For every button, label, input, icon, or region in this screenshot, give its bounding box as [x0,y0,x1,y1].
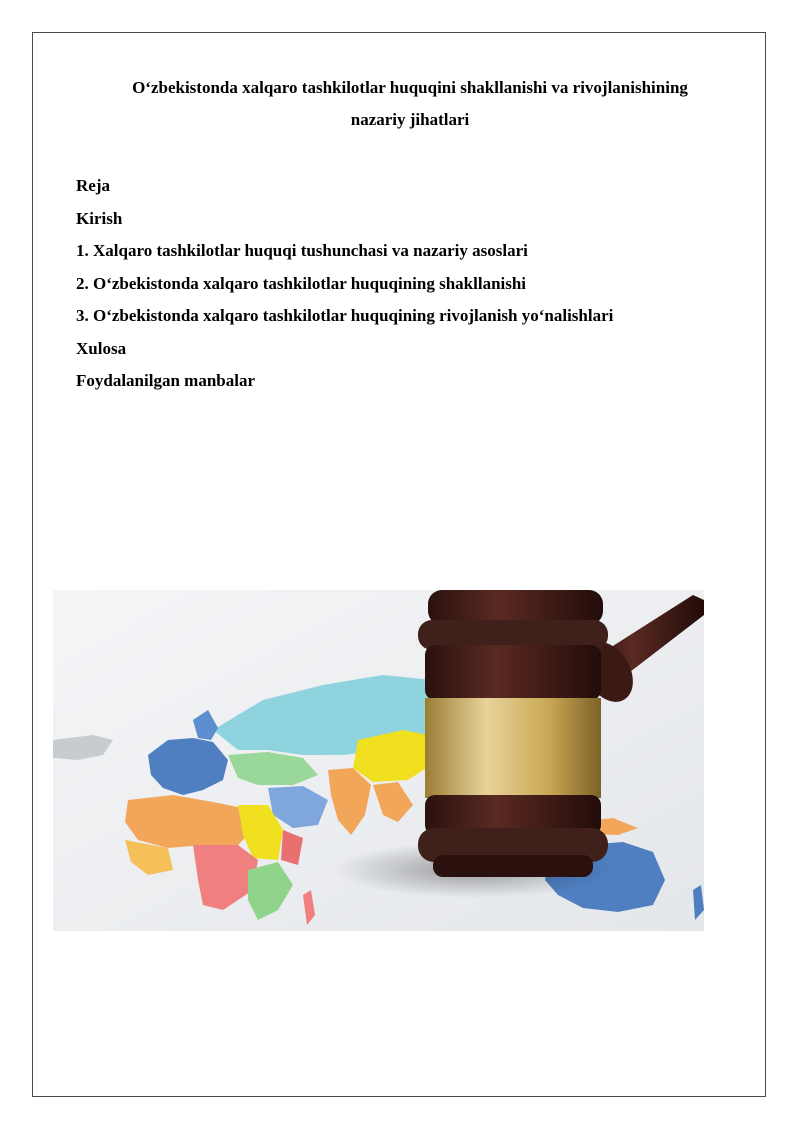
outline-item-xulosa: Xulosa [76,338,127,358]
document-title-line-1: O‘zbekistonda xalqaro tashkilotlar huquqini shakllanishi va rivojlanishining [132,78,688,97]
outline-heading-reja: Reja [76,176,110,195]
gavel-head-top [428,590,603,625]
gavel-world-map-image [53,590,704,931]
outline-item-manbalar: Foydalanilgan manbalar [76,371,256,390]
outline-item-kirish: Kirish [76,208,123,228]
outline-item-1: 1. Xalqaro tashkilotlar huquqi tushunchasi va nazariy asoslari [76,241,528,260]
outline-list [76,170,613,398]
gavel-head-base [433,855,593,877]
gavel-head-upper [425,645,601,700]
document-title-line-2: nazariy jihatlari [350,110,470,129]
outline-item-3: 3. O‘zbekistonda xalqaro tashkilotlar huquqining rivojlanish yo‘nalishlari [76,306,614,325]
gavel-gold-band [425,698,601,798]
outline-item-2: 2. O‘zbekistonda xalqaro tashkilotlar huquqining shakllanishi [76,273,527,293]
